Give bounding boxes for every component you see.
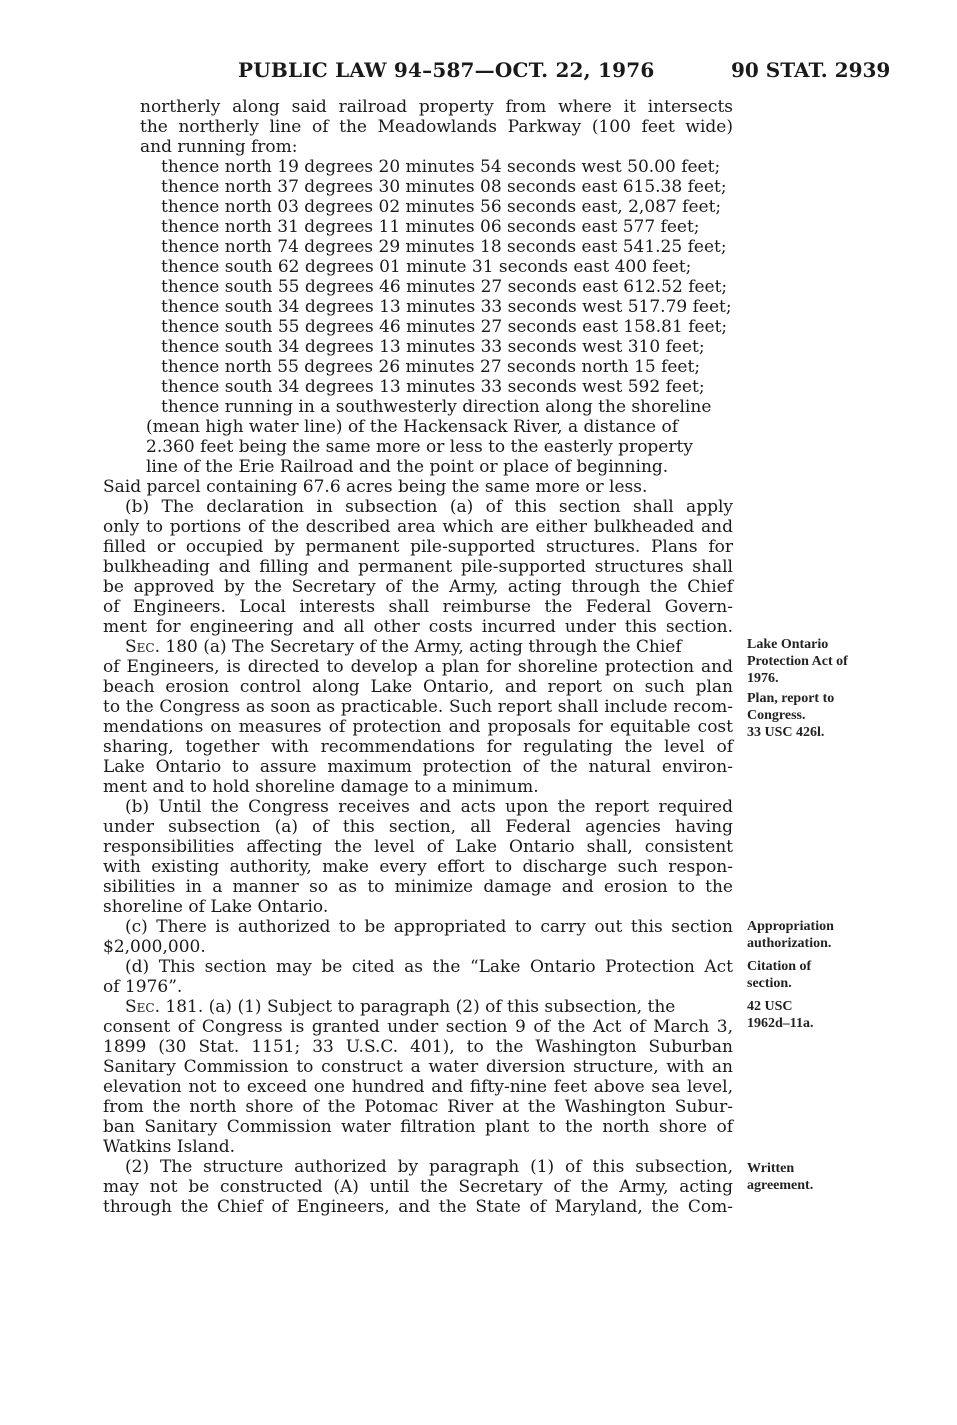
page-header-title: PUBLIC LAW 94–587—OCT. 22, 1976 bbox=[238, 58, 655, 82]
text-line: only to portions of the described area which are either bulkheaded and bbox=[103, 517, 733, 537]
margin-note-line: Protection Act of bbox=[747, 654, 848, 669]
margin-note-lake-ontario-act bbox=[747, 636, 947, 687]
text-line: elevation not to exceed one hundred and fifty-nine feet above sea level, bbox=[103, 1077, 733, 1097]
text-line: ment for engineering and all other costs incurred under this section. bbox=[103, 617, 733, 637]
text-line: responsibilities affecting the level of Lake Ontario shall, consistent bbox=[103, 837, 733, 857]
text-line: through the Chief of Engineers, and the State of Maryland, the Com- bbox=[103, 1197, 733, 1217]
text-line: (d) This section may be cited as the “Lake Ontario Protection Act bbox=[125, 957, 733, 977]
text-line: northerly along said railroad property from where it intersects bbox=[140, 97, 733, 117]
margin-note-line: Congress. bbox=[747, 708, 806, 723]
text-line: line of the Erie Railroad and the point or place of beginning. bbox=[146, 457, 669, 477]
text-line: thence south 34 degrees 13 minutes 33 seconds west 592 feet; bbox=[161, 377, 705, 397]
text-line: 2.360 feet being the same more or less to the easterly property bbox=[146, 437, 693, 457]
margin-note-line: Lake Ontario bbox=[747, 637, 829, 652]
margin-note-appropriation bbox=[747, 918, 947, 952]
text-line: may not be constructed (A) until the Secretary of the Army, acting bbox=[103, 1177, 733, 1197]
margin-note-line: 42 USC bbox=[747, 999, 793, 1014]
text-line: thence running in a southwesterly direction along the shoreline bbox=[161, 397, 712, 417]
margin-note-line: agreement. bbox=[747, 1178, 814, 1193]
text-line: (b) The declaration in subsection (a) of this section shall apply bbox=[125, 497, 733, 517]
text-line: sibilities in a manner so as to minimize damage and erosion to the bbox=[103, 877, 733, 897]
text-line: Watkins Island. bbox=[103, 1137, 236, 1157]
text-line: thence north 37 degrees 30 minutes 08 seconds east 615.38 feet; bbox=[161, 177, 727, 197]
margin-note-usc-1962 bbox=[747, 998, 947, 1032]
text-line: thence north 19 degrees 20 minutes 54 seconds west 50.00 feet; bbox=[161, 157, 721, 177]
section-label: Sec. bbox=[125, 997, 160, 1017]
text-line: 181. (a) (1) Subject to paragraph (2) of this subsection, the bbox=[165, 997, 676, 1017]
page-header-stat-number: 90 STAT. 2939 bbox=[731, 58, 891, 82]
text-line: ment and to hold shoreline damage to a minimum. bbox=[103, 777, 539, 797]
margin-note-line: 1962d–11a. bbox=[747, 1016, 814, 1031]
text-line: with existing authority, make every effort to discharge such respon- bbox=[103, 857, 733, 877]
text-line: and running from: bbox=[140, 137, 298, 157]
text-line: filled or occupied by permanent pile-supported structures. Plans for bbox=[103, 537, 733, 557]
text-line: be approved by the Secretary of the Army, acting through the Chief bbox=[103, 577, 733, 597]
text-line: of Engineers. Local interests shall reimburse the Federal Govern- bbox=[103, 597, 733, 617]
margin-note-line: authorization. bbox=[747, 936, 832, 951]
text-line: thence north 74 degrees 29 minutes 18 seconds east 541.25 feet; bbox=[161, 237, 727, 257]
margin-note-plan-report bbox=[747, 690, 947, 724]
text-line: beach erosion control along Lake Ontario, and report on such plan bbox=[103, 677, 733, 697]
text-line: of 1976”. bbox=[103, 977, 183, 997]
margin-note-written-agreement bbox=[747, 1160, 947, 1194]
text-line: Sanitary Commission to construct a water diversion structure, with an bbox=[103, 1057, 733, 1077]
text-line: mendations on measures of protection and proposals for equitable cost bbox=[103, 717, 733, 737]
text-line: to the Congress as soon as practicable. Such report shall include recom- bbox=[103, 697, 733, 717]
section-181-heading-line bbox=[103, 997, 733, 1017]
margin-note-line: Plan, report to bbox=[747, 691, 835, 706]
text-line: under subsection (a) of this section, all Federal agencies having bbox=[103, 817, 733, 837]
text-line: thence south 34 degrees 13 minutes 33 seconds west 517.79 feet; bbox=[161, 297, 732, 317]
text-line: thence north 55 degrees 26 minutes 27 seconds north 15 feet; bbox=[161, 357, 701, 377]
text-line: 180 (a) The Secretary of the Army, acting through the Chief bbox=[165, 637, 682, 657]
text-line: sharing, together with recommendations for regulating the level of bbox=[103, 737, 733, 757]
margin-note-line: Written bbox=[747, 1161, 795, 1176]
text-line: consent of Congress is granted under section 9 of the Act of March 3, bbox=[103, 1017, 733, 1037]
text-line: thence south 55 degrees 46 minutes 27 seconds east 158.81 feet; bbox=[161, 317, 728, 337]
text-line: thence north 31 degrees 11 minutes 06 seconds east 577 feet; bbox=[161, 217, 700, 237]
text-line: thence south 34 degrees 13 minutes 33 seconds west 310 feet; bbox=[161, 337, 705, 357]
text-line: (mean high water line) of the Hackensack River, a distance of bbox=[146, 417, 678, 437]
text-line: bulkheading and filling and permanent pile-supported structures shall bbox=[103, 557, 733, 577]
text-line: the northerly line of the Meadowlands Parkway (100 feet wide) bbox=[140, 117, 733, 137]
text-line: Said parcel containing 67.6 acres being the same more or less. bbox=[103, 477, 648, 497]
text-line: (b) Until the Congress receives and acts upon the report required bbox=[125, 797, 733, 817]
text-line: of Engineers, is directed to develop a plan for shoreline protection and bbox=[103, 657, 733, 677]
margin-note-line: 33 USC 426l. bbox=[747, 725, 825, 740]
margin-note-usc-426l bbox=[747, 724, 947, 741]
section-180-heading-line bbox=[103, 637, 733, 657]
margin-note-line: Appropriation bbox=[747, 919, 834, 934]
text-line: thence south 62 degrees 01 minute 31 seconds east 400 feet; bbox=[161, 257, 692, 277]
text-line: thence north 03 degrees 02 minutes 56 seconds east, 2,087 feet; bbox=[161, 197, 722, 217]
section-label: Sec. bbox=[125, 637, 160, 657]
body-text bbox=[103, 97, 733, 1217]
text-line: ban Sanitary Commission water filtration plant to the north shore of bbox=[103, 1117, 733, 1137]
text-line: (2) The structure authorized by paragraph (1) of this subsection, bbox=[125, 1157, 733, 1177]
margin-note-line: section. bbox=[747, 976, 792, 991]
text-line: shoreline of Lake Ontario. bbox=[103, 897, 329, 917]
text-line: $2,000,000. bbox=[103, 937, 206, 957]
margin-note-citation bbox=[747, 958, 947, 992]
margin-note-line: Citation of bbox=[747, 959, 812, 974]
text-line: Lake Ontario to assure maximum protection of the natural environ- bbox=[103, 757, 733, 777]
text-line: from the north shore of the Potomac River at the Washington Subur- bbox=[103, 1097, 733, 1117]
margin-note-line: 1976. bbox=[747, 671, 779, 686]
text-line: (c) There is authorized to be appropriated to carry out this section bbox=[125, 917, 733, 937]
text-line: thence south 55 degrees 46 minutes 27 seconds east 612.52 feet; bbox=[161, 277, 728, 297]
text-line: 1899 (30 Stat. 1151; 33 U.S.C. 401), to the Washington Suburban bbox=[103, 1037, 733, 1057]
